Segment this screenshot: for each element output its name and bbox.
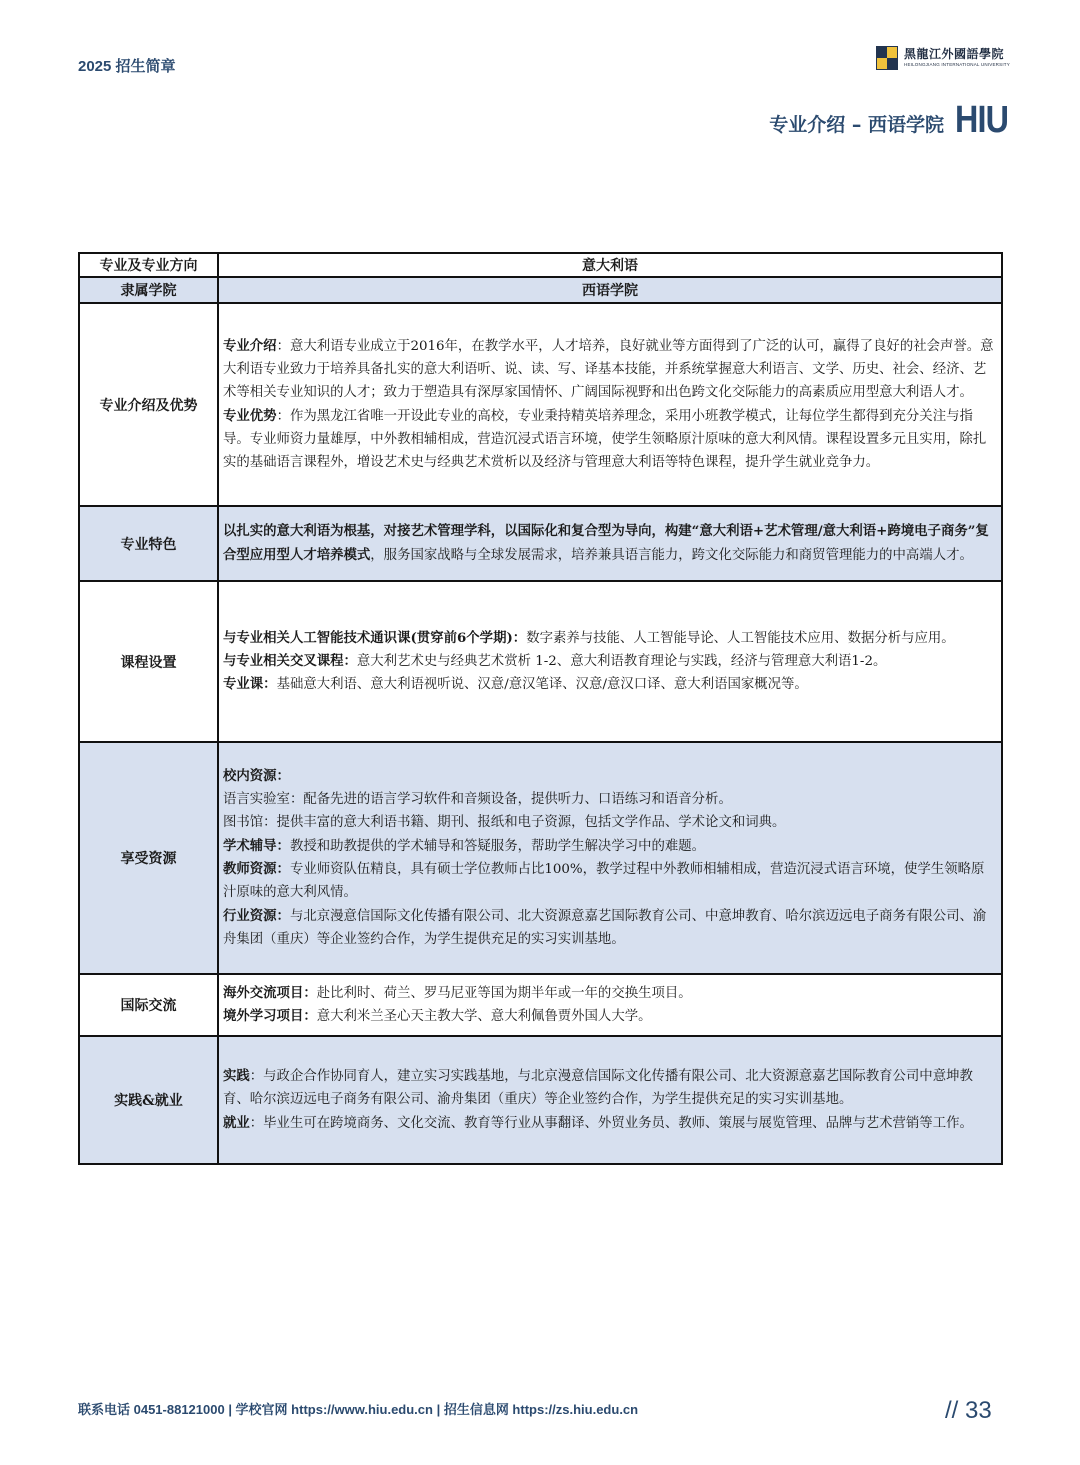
cross-course-text: 意大利艺术史与经典艺术赏析 1-2、意大利语教育理论与实践，经济与管理意大利语1-2。 <box>356 653 887 669</box>
features-content <box>218 506 1002 581</box>
lab-text: 语言实验室：配备先进的语言学习软件和音频设备，提供听力、口语练习和语音分析。 <box>223 792 732 808</box>
major-course-heading: 专业课： <box>223 676 277 693</box>
features-text: ，服务国家战略与全球发展需求，培养兼具语言能力，跨文化交际能力和商贸管理能力的中高端人才。 <box>370 547 973 563</box>
page-number: // 33 <box>945 1397 992 1424</box>
row-label-practice: 实践&就业 <box>79 1036 218 1164</box>
logo-english-name: HEILONGJIANG INTERNATIONAL UNIVERSITY <box>904 62 1010 68</box>
row-label-exchange: 国际交流 <box>79 974 218 1036</box>
abroad-text: 意大利米兰圣心天主教大学、意大利佩鲁贾外国人大学。 <box>316 1009 652 1024</box>
table-row <box>79 742 1002 974</box>
faculty-heading: 教师资源： <box>223 861 290 877</box>
row-label-courses: 课程设置 <box>79 581 218 742</box>
practice-content <box>218 1036 1002 1164</box>
table-row <box>79 506 1002 581</box>
advantage-heading: 专业优势 <box>223 407 277 424</box>
college-name: 西语学院 <box>218 277 1002 303</box>
overseas-heading: 海外交流项目： <box>223 984 317 1001</box>
advantage-text: ：作为黑龙江省唯一开设此专业的高校，专业秉持精英培养理念，采用小班教学模式，让每位学生都得到充分关注与指导。专业师资力量雄厚，中外教相辅相成，营造沉浸式语言环境，使学生领略原汁原味的意大利风情。课程设置多元且实用，除扎实的基础语言课程外，增设艺术史与经典艺术赏析以及经济与管理意大利语等特色课程，提升学生就业竞争力。 <box>223 408 987 471</box>
abroad-heading: 境外学习项目： <box>223 1008 317 1024</box>
tutoring-heading: 学术辅导： <box>223 837 290 854</box>
intro-text: ：意大利语专业成立于2016年，在教学水平，人才培养，良好就业等方面得到了广泛的认可，赢得了良好的社会声誉。意大利语专业致力于培养具备扎实的意大利语听、说、读、写、译基本技能，并系统掌握意大利语言、文学、历史、社会、经济、艺术等相关专业知识的人才；致力于塑造具有深厚家国情怀、广阔国际视野和出色跨文化交际能力的高素质应用型意大利语人才。 <box>223 338 994 401</box>
hiu-abbreviation: HIU <box>955 99 1009 141</box>
employment-heading: 就业 <box>223 1114 250 1131</box>
ai-course-text: 数字素养与技能、人工智能导论、人工智能技术应用、数据分析与应用。 <box>526 630 955 646</box>
campus-resources-heading: 校内资源： <box>223 767 290 784</box>
university-logo <box>876 46 1010 70</box>
table-row <box>79 1036 1002 1164</box>
footer-contact: 联系电话 0451-88121000 | 学校官网 https://www.hiu.edu.cn | 招生信息网 https://zs.hiu.edu.cn <box>78 1402 639 1417</box>
row-label-major: 专业及专业方向 <box>79 253 218 277</box>
courses-content <box>218 581 1002 742</box>
features-bold-text: 以扎实的意大利语为根基，对接艺术管理学科，以国际化和复合型为导向，构建“意大利语+艺术管理/意大利语+跨境电子商务”复合型应用型人才培养模式 <box>223 523 989 563</box>
table-row <box>79 303 1002 506</box>
intro-content <box>218 303 1002 506</box>
practice-text: ：与政企合作协同育人，建立实习实践基地，与北京漫意信国际文化传播有限公司、北大资源意嘉艺国际教育公司中意坤教育、哈尔滨迈远电子商务有限公司、渝舟集团（重庆）等企业签约合作，为学生提供充足的实习实训基地。 <box>223 1069 973 1108</box>
university-emblem-icon <box>876 46 898 70</box>
faculty-text: 专业师资队伍精良，具有硕士学位教师占比100%，教学过程中外教师相辅相成，营造沉浸式语言环境，使学生领略原汁原味的意大利风情。 <box>223 862 985 901</box>
tutoring-text: 教授和助教提供的学术辅导和答疑服务，帮助学生解决学习中的难题。 <box>289 838 706 854</box>
section-title: 专业介绍 – 西语学院 <box>769 114 944 136</box>
table-row <box>79 974 1002 1036</box>
practice-heading: 实践 <box>223 1068 250 1085</box>
cross-course-heading: 与专业相关交叉课程： <box>223 652 357 669</box>
row-label-resources: 享受资源 <box>79 742 218 974</box>
logo-chinese-name: 黑龍江外國語學院 <box>904 47 1005 62</box>
table-row <box>79 277 1002 303</box>
table-row <box>79 253 1002 277</box>
major-course-text: 基础意大利语、意大利语视听说、汉意/意汉笔译、汉意/意汉口译、意大利语国家概况等。 <box>276 677 808 693</box>
major-info-table <box>78 252 1003 1165</box>
brochure-title: 2025 招生简章 <box>78 58 176 75</box>
row-label-intro: 专业介绍及优势 <box>79 303 218 506</box>
major-name: 意大利语 <box>218 253 1002 277</box>
exchange-content <box>218 974 1002 1036</box>
resources-content <box>218 742 1002 974</box>
library-text: 图书馆：提供丰富的意大利语书籍、期刊、报纸和电子资源，包括文学作品、学术论文和词典。 <box>223 815 786 831</box>
industry-text: 与北京漫意信国际文化传播有限公司、北大资源意嘉艺国际教育公司、中意坤教育、哈尔滨迈远电子商务有限公司、渝舟集团（重庆）等企业签约合作，为学生提供充足的实习实训基地。 <box>223 908 987 947</box>
ai-course-heading: 与专业相关人工智能技术通识课(贯穿前6个学期)： <box>223 629 527 646</box>
industry-heading: 行业资源： <box>223 907 290 924</box>
overseas-text: 赴比利时、荷兰、罗马尼亚等国为期半年或一年的交换生项目。 <box>316 985 692 1001</box>
row-label-features: 专业特色 <box>79 506 218 581</box>
employment-text: ：毕业生可在跨境商务、文化交流、教育等行业从事翻译、外贸业务员、教师、策展与展览管理、品牌与艺术营销等工作。 <box>249 1115 973 1131</box>
table-row <box>79 581 1002 742</box>
row-label-college: 隶属学院 <box>79 277 218 303</box>
intro-heading: 专业介绍 <box>223 337 277 354</box>
